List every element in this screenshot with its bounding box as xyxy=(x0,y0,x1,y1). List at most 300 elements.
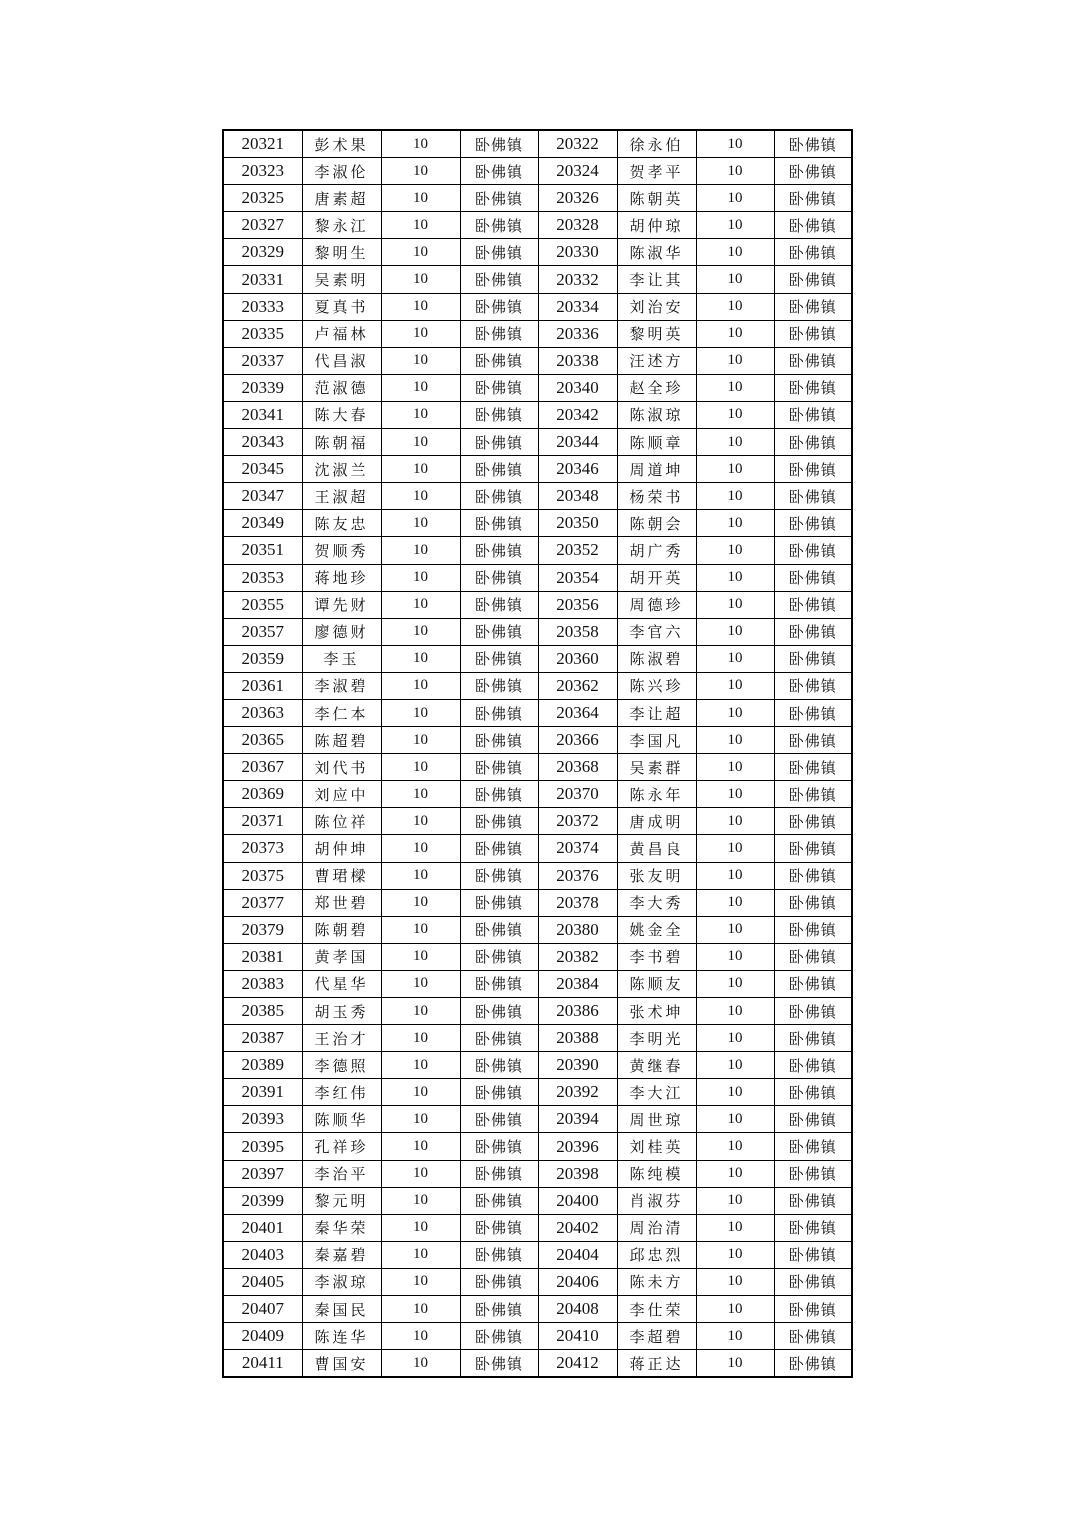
amount-cell: 10 xyxy=(696,645,774,672)
amount-cell: 10 xyxy=(696,239,774,266)
record-number-cell: 20352 xyxy=(538,537,617,564)
township-cell: 卧佛镇 xyxy=(460,212,538,239)
township-cell: 卧佛镇 xyxy=(460,998,538,1025)
person-name-cell: 代星华 xyxy=(302,970,381,997)
table-row xyxy=(223,591,852,618)
record-number-cell: 20351 xyxy=(223,537,302,564)
record-number-cell: 20387 xyxy=(223,1025,302,1052)
amount-cell: 10 xyxy=(696,727,774,754)
person-name-cell: 陈朝碧 xyxy=(302,916,381,943)
person-name-cell: 黄孝国 xyxy=(302,943,381,970)
amount-cell: 10 xyxy=(381,185,460,212)
record-number-cell: 20354 xyxy=(538,564,617,591)
record-number-cell: 20383 xyxy=(223,970,302,997)
township-cell: 卧佛镇 xyxy=(774,808,852,835)
record-number-cell: 20335 xyxy=(223,320,302,347)
township-cell: 卧佛镇 xyxy=(774,537,852,564)
person-name-cell: 陈顺友 xyxy=(617,970,696,997)
township-cell: 卧佛镇 xyxy=(774,754,852,781)
record-number-cell: 20412 xyxy=(538,1350,617,1378)
amount-cell: 10 xyxy=(381,1268,460,1295)
record-number-cell: 20382 xyxy=(538,943,617,970)
amount-cell: 10 xyxy=(696,1241,774,1268)
amount-cell: 10 xyxy=(381,456,460,483)
record-number-cell: 20404 xyxy=(538,1241,617,1268)
amount-cell: 10 xyxy=(381,483,460,510)
record-number-cell: 20375 xyxy=(223,862,302,889)
township-cell: 卧佛镇 xyxy=(774,618,852,645)
record-number-cell: 20405 xyxy=(223,1268,302,1295)
township-cell: 卧佛镇 xyxy=(460,483,538,510)
record-number-cell: 20388 xyxy=(538,1025,617,1052)
record-number-cell: 20362 xyxy=(538,672,617,699)
township-cell: 卧佛镇 xyxy=(774,1025,852,1052)
table-row xyxy=(223,456,852,483)
amount-cell: 10 xyxy=(696,998,774,1025)
amount-cell: 10 xyxy=(381,266,460,293)
person-name-cell: 秦国民 xyxy=(302,1296,381,1323)
person-name-cell: 邱忠烈 xyxy=(617,1241,696,1268)
township-cell: 卧佛镇 xyxy=(774,1268,852,1295)
record-number-cell: 20368 xyxy=(538,754,617,781)
record-number-cell: 20390 xyxy=(538,1052,617,1079)
amount-cell: 10 xyxy=(381,835,460,862)
township-cell: 卧佛镇 xyxy=(460,1350,538,1378)
table-row xyxy=(223,1323,852,1350)
person-name-cell: 李德照 xyxy=(302,1052,381,1079)
person-name-cell: 吴素明 xyxy=(302,266,381,293)
amount-cell: 10 xyxy=(381,591,460,618)
amount-cell: 10 xyxy=(696,185,774,212)
township-cell: 卧佛镇 xyxy=(774,483,852,510)
person-name-cell: 唐成明 xyxy=(617,808,696,835)
person-name-cell: 黎永江 xyxy=(302,212,381,239)
amount-cell: 10 xyxy=(696,347,774,374)
township-cell: 卧佛镇 xyxy=(774,645,852,672)
person-name-cell: 陈淑琼 xyxy=(617,401,696,428)
person-name-cell: 李让其 xyxy=(617,266,696,293)
record-number-cell: 20334 xyxy=(538,293,617,320)
amount-cell: 10 xyxy=(381,158,460,185)
township-cell: 卧佛镇 xyxy=(460,1052,538,1079)
person-name-cell: 徐永伯 xyxy=(617,130,696,158)
person-name-cell: 刘桂英 xyxy=(617,1133,696,1160)
record-number-cell: 20406 xyxy=(538,1268,617,1295)
record-number-cell: 20373 xyxy=(223,835,302,862)
table-row xyxy=(223,672,852,699)
township-cell: 卧佛镇 xyxy=(460,1025,538,1052)
township-cell: 卧佛镇 xyxy=(774,266,852,293)
township-cell: 卧佛镇 xyxy=(460,1133,538,1160)
township-cell: 卧佛镇 xyxy=(460,916,538,943)
amount-cell: 10 xyxy=(696,374,774,401)
record-number-cell: 20372 xyxy=(538,808,617,835)
township-cell: 卧佛镇 xyxy=(774,1133,852,1160)
township-cell: 卧佛镇 xyxy=(774,1214,852,1241)
person-name-cell: 陈大春 xyxy=(302,401,381,428)
person-name-cell: 孔祥珍 xyxy=(302,1133,381,1160)
township-cell: 卧佛镇 xyxy=(460,1214,538,1241)
record-number-cell: 20333 xyxy=(223,293,302,320)
amount-cell: 10 xyxy=(381,293,460,320)
amount-cell: 10 xyxy=(381,1052,460,1079)
table-row xyxy=(223,1079,852,1106)
person-name-cell: 贺孝平 xyxy=(617,158,696,185)
township-cell: 卧佛镇 xyxy=(774,889,852,916)
table-row xyxy=(223,618,852,645)
table-row xyxy=(223,537,852,564)
table-row xyxy=(223,429,852,456)
person-name-cell: 秦嘉碧 xyxy=(302,1241,381,1268)
amount-cell: 10 xyxy=(696,130,774,158)
township-cell: 卧佛镇 xyxy=(460,320,538,347)
person-name-cell: 陈朝会 xyxy=(617,510,696,537)
amount-cell: 10 xyxy=(696,699,774,726)
record-number-cell: 20355 xyxy=(223,591,302,618)
record-number-cell: 20407 xyxy=(223,1296,302,1323)
record-number-cell: 20321 xyxy=(223,130,302,158)
township-cell: 卧佛镇 xyxy=(774,158,852,185)
amount-cell: 10 xyxy=(696,889,774,916)
record-number-cell: 20363 xyxy=(223,699,302,726)
record-number-cell: 20401 xyxy=(223,1214,302,1241)
amount-cell: 10 xyxy=(696,1133,774,1160)
record-number-cell: 20323 xyxy=(223,158,302,185)
table-row xyxy=(223,483,852,510)
township-cell: 卧佛镇 xyxy=(460,591,538,618)
person-name-cell: 代昌淑 xyxy=(302,347,381,374)
person-name-cell: 胡仲坤 xyxy=(302,835,381,862)
record-number-cell: 20340 xyxy=(538,374,617,401)
record-number-cell: 20364 xyxy=(538,699,617,726)
table-row xyxy=(223,943,852,970)
amount-cell: 10 xyxy=(381,1296,460,1323)
record-number-cell: 20395 xyxy=(223,1133,302,1160)
record-number-cell: 20410 xyxy=(538,1323,617,1350)
record-number-cell: 20326 xyxy=(538,185,617,212)
township-cell: 卧佛镇 xyxy=(460,185,538,212)
table-row xyxy=(223,998,852,1025)
table-row xyxy=(223,510,852,537)
person-name-cell: 李大江 xyxy=(617,1079,696,1106)
person-name-cell: 李红伟 xyxy=(302,1079,381,1106)
person-name-cell: 李大秀 xyxy=(617,889,696,916)
amount-cell: 10 xyxy=(381,916,460,943)
amount-cell: 10 xyxy=(381,808,460,835)
record-number-cell: 20360 xyxy=(538,645,617,672)
township-cell: 卧佛镇 xyxy=(460,727,538,754)
table-row xyxy=(223,1350,852,1378)
amount-cell: 10 xyxy=(381,1079,460,1106)
township-cell: 卧佛镇 xyxy=(774,1350,852,1378)
table-row xyxy=(223,1052,852,1079)
person-name-cell: 曹珺樑 xyxy=(302,862,381,889)
amount-cell: 10 xyxy=(696,158,774,185)
township-cell: 卧佛镇 xyxy=(460,158,538,185)
person-name-cell: 陈未方 xyxy=(617,1268,696,1295)
person-name-cell: 李仁本 xyxy=(302,699,381,726)
township-cell: 卧佛镇 xyxy=(774,374,852,401)
record-number-cell: 20409 xyxy=(223,1323,302,1350)
person-name-cell: 范淑德 xyxy=(302,374,381,401)
person-name-cell: 卢福林 xyxy=(302,320,381,347)
record-number-cell: 20348 xyxy=(538,483,617,510)
table-row xyxy=(223,699,852,726)
person-name-cell: 汪述方 xyxy=(617,347,696,374)
person-name-cell: 黎明英 xyxy=(617,320,696,347)
amount-cell: 10 xyxy=(381,645,460,672)
amount-cell: 10 xyxy=(696,293,774,320)
amount-cell: 10 xyxy=(381,1106,460,1133)
table-row xyxy=(223,781,852,808)
amount-cell: 10 xyxy=(696,916,774,943)
township-cell: 卧佛镇 xyxy=(774,564,852,591)
record-number-cell: 20380 xyxy=(538,916,617,943)
person-name-cell: 刘代书 xyxy=(302,754,381,781)
record-number-cell: 20385 xyxy=(223,998,302,1025)
person-name-cell: 李玉 xyxy=(302,645,381,672)
amount-cell: 10 xyxy=(696,591,774,618)
person-name-cell: 陈顺华 xyxy=(302,1106,381,1133)
township-cell: 卧佛镇 xyxy=(460,293,538,320)
person-name-cell: 陈位祥 xyxy=(302,808,381,835)
record-number-cell: 20393 xyxy=(223,1106,302,1133)
amount-cell: 10 xyxy=(696,510,774,537)
township-cell: 卧佛镇 xyxy=(460,835,538,862)
amount-cell: 10 xyxy=(696,429,774,456)
record-number-cell: 20408 xyxy=(538,1296,617,1323)
amount-cell: 10 xyxy=(696,456,774,483)
record-number-cell: 20371 xyxy=(223,808,302,835)
table-row xyxy=(223,1160,852,1187)
amount-cell: 10 xyxy=(696,943,774,970)
township-cell: 卧佛镇 xyxy=(774,1052,852,1079)
roster-body xyxy=(223,130,852,1377)
person-name-cell: 李让超 xyxy=(617,699,696,726)
amount-cell: 10 xyxy=(381,212,460,239)
township-cell: 卧佛镇 xyxy=(774,347,852,374)
person-name-cell: 胡广秀 xyxy=(617,537,696,564)
amount-cell: 10 xyxy=(696,1350,774,1378)
person-name-cell: 杨荣书 xyxy=(617,483,696,510)
amount-cell: 10 xyxy=(696,1296,774,1323)
person-name-cell: 彭术果 xyxy=(302,130,381,158)
person-name-cell: 肖淑芬 xyxy=(617,1187,696,1214)
township-cell: 卧佛镇 xyxy=(774,1187,852,1214)
township-cell: 卧佛镇 xyxy=(460,645,538,672)
township-cell: 卧佛镇 xyxy=(774,293,852,320)
record-number-cell: 20356 xyxy=(538,591,617,618)
township-cell: 卧佛镇 xyxy=(774,212,852,239)
township-cell: 卧佛镇 xyxy=(460,808,538,835)
record-number-cell: 20391 xyxy=(223,1079,302,1106)
township-cell: 卧佛镇 xyxy=(460,266,538,293)
amount-cell: 10 xyxy=(381,130,460,158)
township-cell: 卧佛镇 xyxy=(774,510,852,537)
amount-cell: 10 xyxy=(381,1025,460,1052)
amount-cell: 10 xyxy=(381,699,460,726)
amount-cell: 10 xyxy=(696,1052,774,1079)
table-row xyxy=(223,889,852,916)
table-row xyxy=(223,564,852,591)
amount-cell: 10 xyxy=(696,266,774,293)
person-name-cell: 刘应中 xyxy=(302,781,381,808)
amount-cell: 10 xyxy=(696,618,774,645)
township-cell: 卧佛镇 xyxy=(774,862,852,889)
table-row xyxy=(223,1106,852,1133)
township-cell: 卧佛镇 xyxy=(774,998,852,1025)
table-row xyxy=(223,212,852,239)
person-name-cell: 曹国安 xyxy=(302,1350,381,1378)
table-row xyxy=(223,347,852,374)
table-row xyxy=(223,266,852,293)
person-name-cell: 夏真书 xyxy=(302,293,381,320)
record-number-cell: 20343 xyxy=(223,429,302,456)
table-row xyxy=(223,1296,852,1323)
record-number-cell: 20332 xyxy=(538,266,617,293)
record-number-cell: 20365 xyxy=(223,727,302,754)
person-name-cell: 李国凡 xyxy=(617,727,696,754)
amount-cell: 10 xyxy=(696,401,774,428)
table-row xyxy=(223,916,852,943)
township-cell: 卧佛镇 xyxy=(774,1160,852,1187)
record-number-cell: 20339 xyxy=(223,374,302,401)
record-number-cell: 20394 xyxy=(538,1106,617,1133)
table-row xyxy=(223,130,852,158)
person-name-cell: 吴素群 xyxy=(617,754,696,781)
person-name-cell: 周道坤 xyxy=(617,456,696,483)
person-name-cell: 姚金全 xyxy=(617,916,696,943)
record-number-cell: 20330 xyxy=(538,239,617,266)
township-cell: 卧佛镇 xyxy=(460,456,538,483)
amount-cell: 10 xyxy=(381,727,460,754)
amount-cell: 10 xyxy=(696,1214,774,1241)
record-number-cell: 20384 xyxy=(538,970,617,997)
table-row xyxy=(223,158,852,185)
table-row xyxy=(223,1268,852,1295)
township-cell: 卧佛镇 xyxy=(460,537,538,564)
record-number-cell: 20402 xyxy=(538,1214,617,1241)
amount-cell: 10 xyxy=(381,970,460,997)
township-cell: 卧佛镇 xyxy=(774,970,852,997)
amount-cell: 10 xyxy=(381,618,460,645)
table-row xyxy=(223,970,852,997)
township-cell: 卧佛镇 xyxy=(774,320,852,347)
table-row xyxy=(223,1025,852,1052)
record-number-cell: 20337 xyxy=(223,347,302,374)
township-cell: 卧佛镇 xyxy=(774,1323,852,1350)
person-name-cell: 李治平 xyxy=(302,1160,381,1187)
township-cell: 卧佛镇 xyxy=(774,429,852,456)
table-row xyxy=(223,645,852,672)
person-name-cell: 蒋正达 xyxy=(617,1350,696,1378)
person-name-cell: 李淑琼 xyxy=(302,1268,381,1295)
table-row xyxy=(223,754,852,781)
township-cell: 卧佛镇 xyxy=(460,1106,538,1133)
person-name-cell: 李仕荣 xyxy=(617,1296,696,1323)
person-name-cell: 李官六 xyxy=(617,618,696,645)
amount-cell: 10 xyxy=(381,401,460,428)
record-number-cell: 20377 xyxy=(223,889,302,916)
person-name-cell: 王淑超 xyxy=(302,483,381,510)
roster-table xyxy=(222,129,853,1378)
amount-cell: 10 xyxy=(696,970,774,997)
township-cell: 卧佛镇 xyxy=(460,401,538,428)
township-cell: 卧佛镇 xyxy=(460,943,538,970)
person-name-cell: 王治才 xyxy=(302,1025,381,1052)
amount-cell: 10 xyxy=(381,239,460,266)
amount-cell: 10 xyxy=(381,374,460,401)
person-name-cell: 李淑碧 xyxy=(302,672,381,699)
township-cell: 卧佛镇 xyxy=(774,591,852,618)
person-name-cell: 陈朝英 xyxy=(617,185,696,212)
record-number-cell: 20386 xyxy=(538,998,617,1025)
person-name-cell: 张术坤 xyxy=(617,998,696,1025)
person-name-cell: 陈兴珍 xyxy=(617,672,696,699)
amount-cell: 10 xyxy=(696,212,774,239)
amount-cell: 10 xyxy=(381,1187,460,1214)
record-number-cell: 20331 xyxy=(223,266,302,293)
amount-cell: 10 xyxy=(696,808,774,835)
township-cell: 卧佛镇 xyxy=(460,754,538,781)
person-name-cell: 沈淑兰 xyxy=(302,456,381,483)
township-cell: 卧佛镇 xyxy=(460,862,538,889)
township-cell: 卧佛镇 xyxy=(774,1241,852,1268)
table-row xyxy=(223,1214,852,1241)
township-cell: 卧佛镇 xyxy=(460,618,538,645)
person-name-cell: 蒋地珍 xyxy=(302,564,381,591)
person-name-cell: 周德珍 xyxy=(617,591,696,618)
amount-cell: 10 xyxy=(696,781,774,808)
record-number-cell: 20376 xyxy=(538,862,617,889)
township-cell: 卧佛镇 xyxy=(460,672,538,699)
record-number-cell: 20325 xyxy=(223,185,302,212)
township-cell: 卧佛镇 xyxy=(774,185,852,212)
record-number-cell: 20399 xyxy=(223,1187,302,1214)
township-cell: 卧佛镇 xyxy=(774,672,852,699)
township-cell: 卧佛镇 xyxy=(460,1187,538,1214)
record-number-cell: 20378 xyxy=(538,889,617,916)
amount-cell: 10 xyxy=(381,1214,460,1241)
record-number-cell: 20349 xyxy=(223,510,302,537)
record-number-cell: 20370 xyxy=(538,781,617,808)
township-cell: 卧佛镇 xyxy=(774,401,852,428)
person-name-cell: 黎元明 xyxy=(302,1187,381,1214)
amount-cell: 10 xyxy=(381,943,460,970)
amount-cell: 10 xyxy=(696,537,774,564)
record-number-cell: 20341 xyxy=(223,401,302,428)
record-number-cell: 20374 xyxy=(538,835,617,862)
amount-cell: 10 xyxy=(696,1106,774,1133)
record-number-cell: 20403 xyxy=(223,1241,302,1268)
record-number-cell: 20392 xyxy=(538,1079,617,1106)
person-name-cell: 李明光 xyxy=(617,1025,696,1052)
amount-cell: 10 xyxy=(381,320,460,347)
township-cell: 卧佛镇 xyxy=(460,1079,538,1106)
table-row xyxy=(223,293,852,320)
amount-cell: 10 xyxy=(696,1160,774,1187)
record-number-cell: 20369 xyxy=(223,781,302,808)
record-number-cell: 20350 xyxy=(538,510,617,537)
record-number-cell: 20357 xyxy=(223,618,302,645)
record-number-cell: 20353 xyxy=(223,564,302,591)
amount-cell: 10 xyxy=(381,1160,460,1187)
record-number-cell: 20367 xyxy=(223,754,302,781)
record-number-cell: 20400 xyxy=(538,1187,617,1214)
township-cell: 卧佛镇 xyxy=(460,564,538,591)
amount-cell: 10 xyxy=(696,862,774,889)
amount-cell: 10 xyxy=(696,754,774,781)
